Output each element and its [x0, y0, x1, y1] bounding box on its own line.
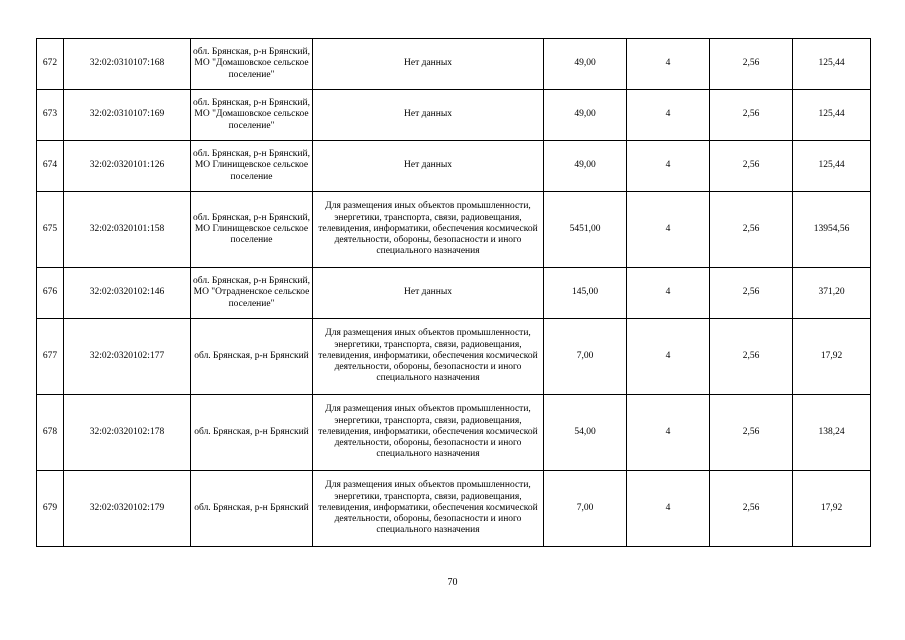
row-number: 679 [37, 471, 64, 547]
cadastral-number: 32:02:0320102:146 [64, 268, 191, 319]
value: 371,20 [793, 268, 871, 319]
table-row [37, 395, 871, 471]
row-number: 673 [37, 90, 64, 141]
page-number: 70 [447, 577, 458, 588]
value: 138,24 [793, 395, 871, 471]
cadastral-number: 32:02:0320102:179 [64, 471, 191, 547]
area: 49,00 [544, 141, 627, 192]
coefficient: 2,56 [710, 319, 793, 395]
rate-class: 4 [627, 395, 710, 471]
rate-class: 4 [627, 471, 710, 547]
address: обл. Брянская, р-н Брянский [191, 319, 313, 395]
value: 17,92 [793, 471, 871, 547]
value: 13954,56 [793, 192, 871, 268]
address: обл. Брянская, р-н Брянский, МО "Отрадненское сельское поселение" [191, 268, 313, 319]
permitted-use: Для размещения иных объектов промышленности, энергетики, транспорта, связи, радиовещания, телевидения, информатики, обеспечения космической деятельности, обороны, безопасности и иного специального назначения [313, 395, 544, 471]
land-parcels-table [36, 38, 871, 547]
cadastral-number: 32:02:0310107:168 [64, 39, 191, 90]
coefficient: 2,56 [710, 39, 793, 90]
coefficient: 2,56 [710, 90, 793, 141]
address: обл. Брянская, р-н Брянский, МО "Домашовское сельское поселение" [191, 90, 313, 141]
row-number: 677 [37, 319, 64, 395]
table-row [37, 39, 871, 90]
cadastral-number: 32:02:0320102:178 [64, 395, 191, 471]
area: 54,00 [544, 395, 627, 471]
cadastral-number: 32:02:0320102:177 [64, 319, 191, 395]
coefficient: 2,56 [710, 141, 793, 192]
table-row [37, 141, 871, 192]
permitted-use: Для размещения иных объектов промышленности, энергетики, транспорта, связи, радиовещания, телевидения, информатики, обеспечения космической деятельности, обороны, безопасности и иного специального назначения [313, 319, 544, 395]
row-number: 672 [37, 39, 64, 90]
row-number: 674 [37, 141, 64, 192]
cadastral-number: 32:02:0320101:158 [64, 192, 191, 268]
row-number: 678 [37, 395, 64, 471]
coefficient: 2,56 [710, 395, 793, 471]
cadastral-number: 32:02:0310107:169 [64, 90, 191, 141]
area: 145,00 [544, 268, 627, 319]
coefficient: 2,56 [710, 268, 793, 319]
address: обл. Брянская, р-н Брянский [191, 471, 313, 547]
table-row [37, 319, 871, 395]
table-row [37, 268, 871, 319]
permitted-use: Для размещения иных объектов промышленности, энергетики, транспорта, связи, радиовещания, телевидения, информатики, обеспечения космической деятельности, обороны, безопасности и иного специального назначения [313, 192, 544, 268]
area: 5451,00 [544, 192, 627, 268]
table-row [37, 471, 871, 547]
rate-class: 4 [627, 39, 710, 90]
rate-class: 4 [627, 90, 710, 141]
area: 49,00 [544, 90, 627, 141]
coefficient: 2,56 [710, 192, 793, 268]
row-number: 676 [37, 268, 64, 319]
table-row [37, 90, 871, 141]
area: 49,00 [544, 39, 627, 90]
permitted-use: Нет данных [313, 90, 544, 141]
permitted-use: Нет данных [313, 141, 544, 192]
permitted-use: Нет данных [313, 39, 544, 90]
address: обл. Брянская, р-н Брянский, МО Глинищевское сельское поселение [191, 141, 313, 192]
rate-class: 4 [627, 319, 710, 395]
area: 7,00 [544, 319, 627, 395]
row-number: 675 [37, 192, 64, 268]
value: 125,44 [793, 141, 871, 192]
permitted-use: Для размещения иных объектов промышленности, энергетики, транспорта, связи, радиовещания, телевидения, информатики, обеспечения космической деятельности, обороны, безопасности и иного специального назначения [313, 471, 544, 547]
table-row [37, 192, 871, 268]
rate-class: 4 [627, 141, 710, 192]
value: 125,44 [793, 90, 871, 141]
cadastral-number: 32:02:0320101:126 [64, 141, 191, 192]
area: 7,00 [544, 471, 627, 547]
rate-class: 4 [627, 268, 710, 319]
address: обл. Брянская, р-н Брянский, МО Глинищевское сельское поселение [191, 192, 313, 268]
value: 125,44 [793, 39, 871, 90]
address: обл. Брянская, р-н Брянский, МО "Домашовское сельское поселение" [191, 39, 313, 90]
coefficient: 2,56 [710, 471, 793, 547]
rate-class: 4 [627, 192, 710, 268]
permitted-use: Нет данных [313, 268, 544, 319]
address: обл. Брянская, р-н Брянский [191, 395, 313, 471]
value: 17,92 [793, 319, 871, 395]
